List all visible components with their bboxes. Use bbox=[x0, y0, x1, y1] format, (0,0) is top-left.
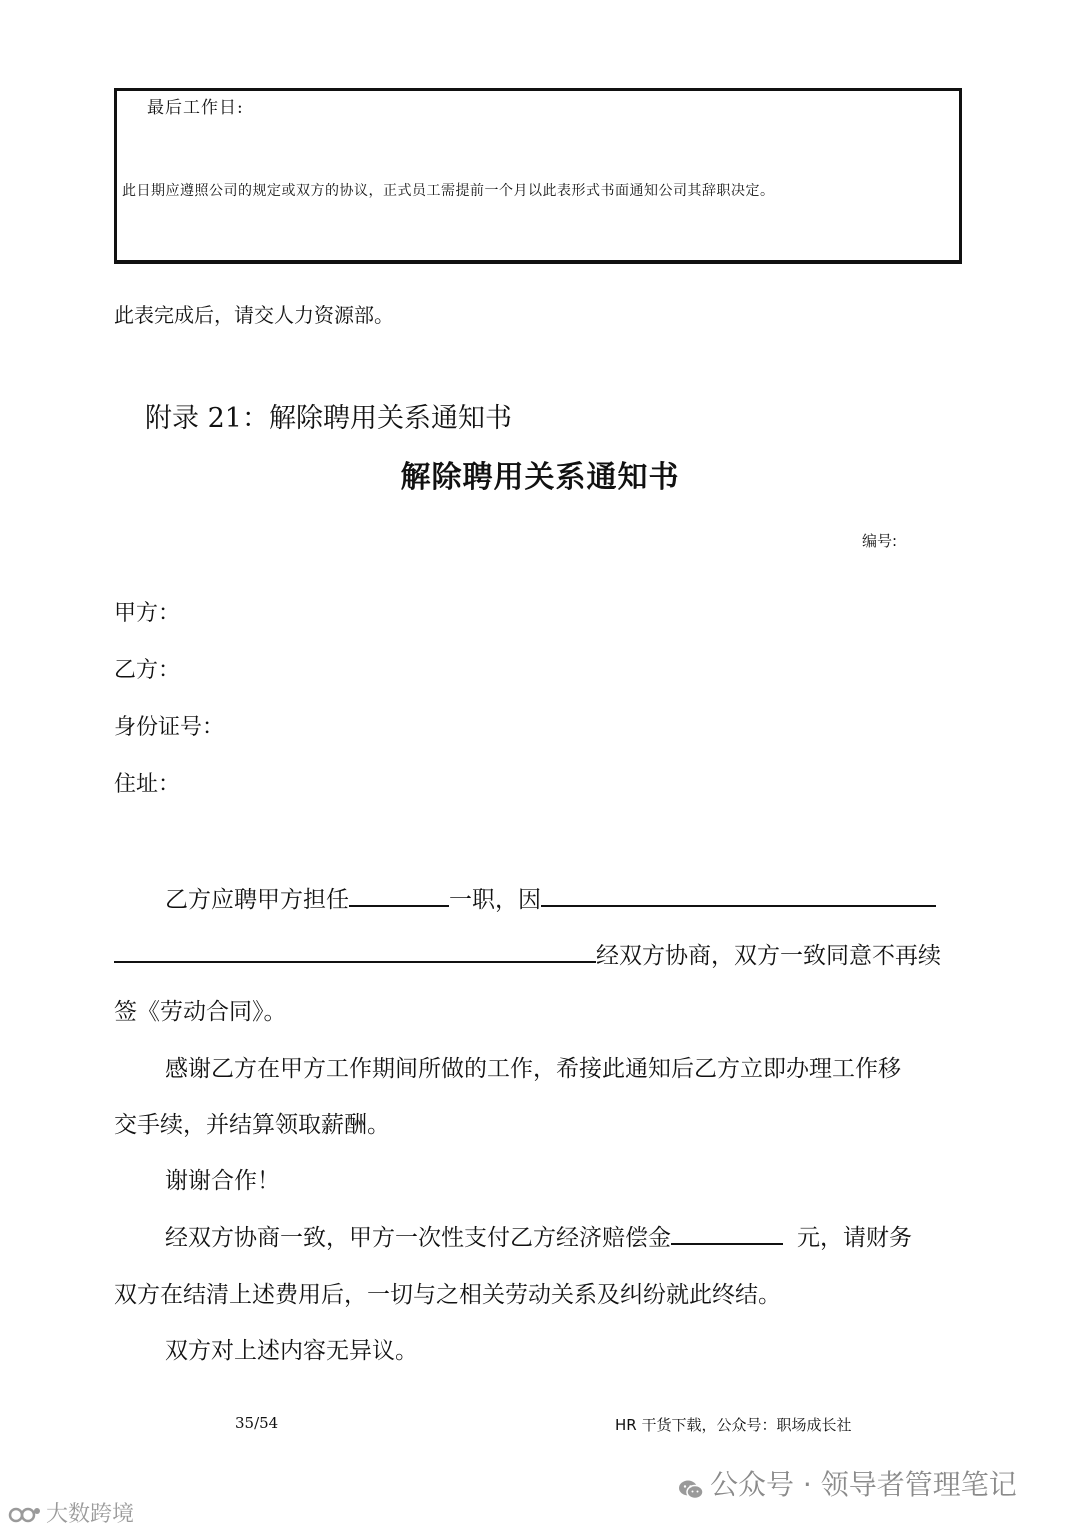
watermark-left-logo-icon bbox=[8, 1505, 42, 1525]
p1-text-a: 乙方应聘甲方担任 bbox=[165, 887, 349, 913]
p4-text-c: 双方在结清上述费用后，一切与之相关劳动关系及纠纷就此终结。 bbox=[114, 1282, 781, 1308]
id-number-label: 身份证号： bbox=[114, 715, 225, 740]
position-blank bbox=[349, 883, 449, 907]
serial-label: 编号: bbox=[862, 532, 898, 550]
p1-text-b: 一职，因 bbox=[449, 887, 541, 913]
submit-note: 此表完成后，请交人力资源部。 bbox=[114, 303, 394, 327]
p1-text-c: 经双方协商，双方一致同意不再续 bbox=[596, 943, 941, 969]
paragraph-1-line-2 bbox=[114, 937, 941, 970]
party-a-label: 甲方： bbox=[114, 601, 181, 626]
p2-text-a: 感谢乙方在甲方工作期间所做的工作，希接此通知后乙方立即办理工作移 bbox=[165, 1056, 901, 1082]
p1-text-d: 签《劳动合同》。 bbox=[114, 999, 287, 1025]
p4-text-b: 元，请财务 bbox=[797, 1225, 912, 1251]
wechat-icon bbox=[678, 1475, 704, 1497]
reason-blank bbox=[541, 883, 936, 907]
compensation-blank bbox=[671, 1221, 783, 1245]
watermark-left-text: 大数跨境 bbox=[46, 1502, 135, 1527]
page-number: 35/54 bbox=[235, 1414, 279, 1432]
footer-source: HR 干货下载，公众号：职场成长社 bbox=[615, 1416, 852, 1434]
p5-text: 双方对上述内容无异议。 bbox=[165, 1338, 418, 1364]
paragraph-1-line-1 bbox=[165, 881, 936, 914]
address-label: 住址： bbox=[114, 772, 181, 797]
p3-text: 谢谢合作！ bbox=[165, 1168, 280, 1194]
doc-title: 解除聘用关系通知书 bbox=[400, 460, 680, 495]
party-b-label: 乙方： bbox=[114, 658, 181, 683]
notice-text: 此日期应遵照公司的规定或双方的协议，正式员工需提前一个月以此表形式书面通知公司其辞职决定。 bbox=[122, 183, 775, 199]
watermark-right bbox=[678, 1463, 1017, 1503]
paragraph-4-line-1 bbox=[165, 1219, 912, 1252]
p2-text-b: 交手续，并结算领取薪酬。 bbox=[114, 1112, 390, 1138]
last-workday-label: 最后工作日: bbox=[147, 98, 244, 118]
p4-text-a: 经双方协商一致，甲方一次性支付乙方经济赔偿金 bbox=[165, 1225, 671, 1251]
watermark-left bbox=[8, 1497, 134, 1528]
appendix-heading: 附录 21：解除聘用关系通知书 bbox=[145, 403, 512, 434]
watermark-right-text: 公众号 · 领导者管理笔记 bbox=[710, 1468, 1017, 1501]
reason-blank-continued bbox=[114, 939, 596, 963]
